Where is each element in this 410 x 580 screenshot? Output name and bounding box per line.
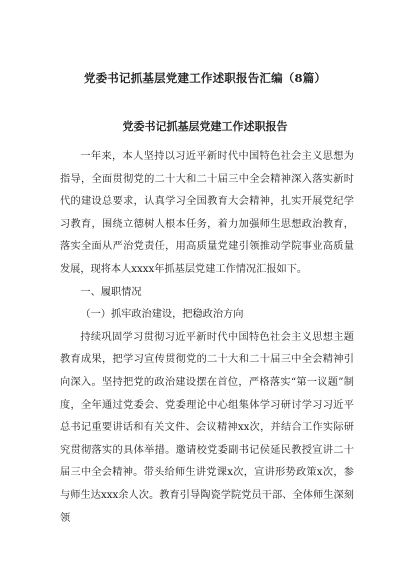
subsection-heading: （一）抓牢政治建设，把稳政治方向 bbox=[80, 309, 244, 321]
body-paragraph: 持续巩固学习贯彻习近平新时代中国特色社会主义思想主题教育成果，把学习宣传贯彻党的二十大和二十届三中全会精神引向深入。坚持把党的政治建设摆在首位，严格落实“第一议题”制度，全年通过党委会、党委理论中心组集体学习研讨学习习近平总书记重要讲话和有关文件、会议精神xx次，并结合工作实际研究贯彻落实的具体举措。邀请校党委副书记侯延民教授宣讲二十届三中全会精神。带头给师生讲党课x次，宣讲形势政策x次，参与师生达xxx余人次。教育引导陶瓷学院党员干部、全体师生深刻领 bbox=[60, 331, 354, 524]
document-body bbox=[60, 146, 354, 530]
report-title: 党委书记抓基层党建工作述职报告 bbox=[122, 120, 288, 133]
document-title: 党委书记抓基层党建工作述职报告汇编（8篇） bbox=[83, 71, 327, 85]
intro-paragraph: 一年来，本人坚持以习近平新时代中国特色社会主义思想为指导，全面贯彻党的二十大和二十届三中全会精神深入落实新时代的建设总要求，认真学习全国教育大会精神，扎实开展党纪学习教育，围绕立德树人根本任务，着力加强师生思想政治教育，落实全面从严治党责任，用高质量党建引领推动学院事业高质量发展，现将本人xxxx年抓基层党建工作情况汇报如下。 bbox=[60, 151, 354, 275]
section-heading: 一、履职情况 bbox=[80, 286, 142, 298]
